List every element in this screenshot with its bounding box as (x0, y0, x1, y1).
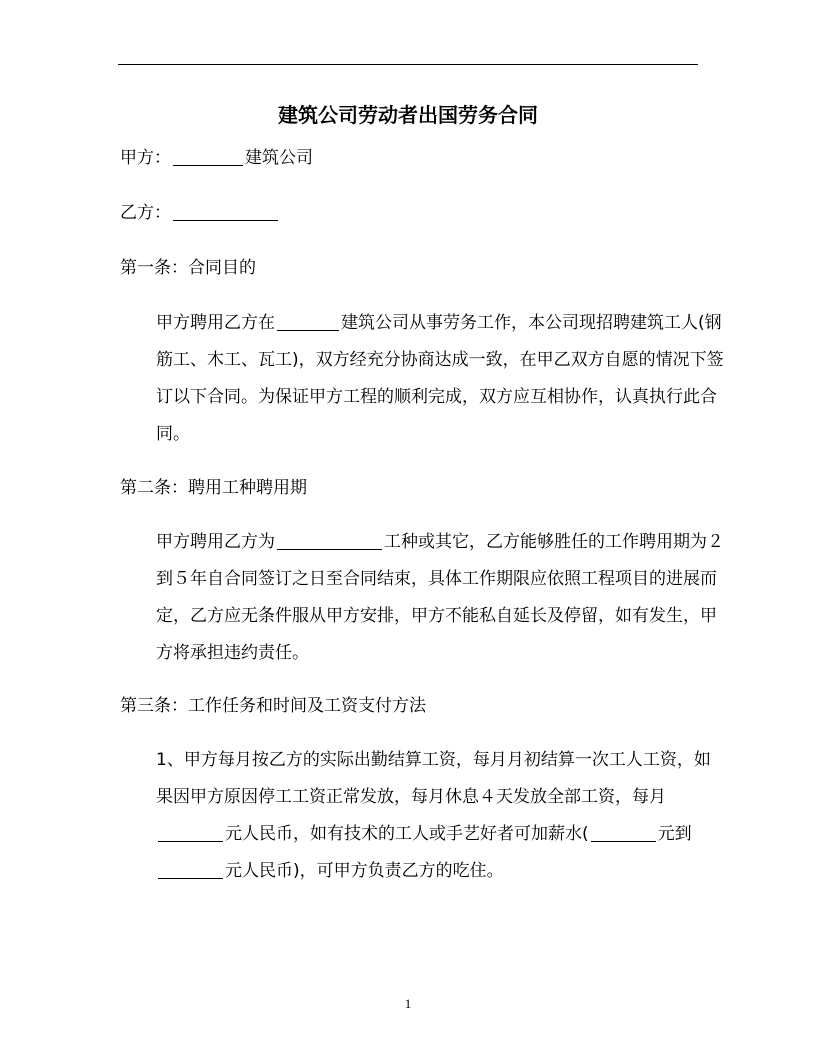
document-title: 建筑公司劳动者出国劳务合同 (278, 103, 538, 127)
article1-text-a: 甲方聘用乙方在 (156, 313, 275, 333)
article2-heading: 第二条：聘用工种聘用期 (120, 478, 307, 498)
article1-heading: 第一条：合同目的 (120, 258, 256, 278)
article1-blank (277, 312, 339, 331)
article3-heading: 第三条：工作任务和时间及工资支付方法 (120, 696, 426, 716)
article3-item1 (120, 742, 726, 890)
article1-body (120, 305, 726, 453)
article3-item1-text-a: 1、甲方每月按乙方的实际出勤结算工资，每月月初结算一次工人工资，如果因甲方原因停工工资正常发放，每月休息４天发放全部工资，每月 (156, 750, 711, 807)
article3-item1-text-c: 元到 (657, 824, 692, 844)
article2-blank (277, 531, 382, 550)
article3-item1-text-b: 元人民币，如有技术的工人或手艺好者可加薪水( (225, 824, 589, 844)
monthly-wage-blank (158, 823, 223, 842)
raise-min-blank (591, 823, 656, 842)
article2-body (120, 524, 726, 672)
raise-max-blank (158, 860, 223, 879)
party-a-label: 甲方： (120, 148, 171, 168)
party-b-line (120, 201, 280, 225)
party-b-label: 乙方： (120, 203, 171, 223)
article2-text-a: 甲方聘用乙方为 (156, 532, 275, 552)
page-number: 1 (404, 996, 412, 1011)
party-a-suffix: 建筑公司 (245, 148, 313, 168)
article2-text-b: 工种或其它，乙方能够胜任的工作聘用期为２到５年自合同签订之日至合同结束，具体工作期限应依照工程项目的进展而定，乙方应无条件服从甲方安排，甲方不能私自延长及停留，如有发生，甲方将承担违约责任。 (156, 532, 724, 663)
header-rule (118, 64, 698, 65)
party-b-blank (173, 202, 278, 221)
article3-item1-text-d: 元人民币)，可甲方负责乙方的吃住。 (225, 861, 504, 881)
party-a-line (120, 146, 313, 170)
article1-text-b: 建筑公司从事劳务工作，本公司现招聘建筑工人(钢筋工、木工、瓦工)，双方经充分协商达成一致，在甲乙双方自愿的情况下签订以下合同。为保证甲方工程的顺利完成，双方应互相协作，认真执行此合同。 (156, 313, 724, 444)
party-a-blank (173, 147, 243, 166)
